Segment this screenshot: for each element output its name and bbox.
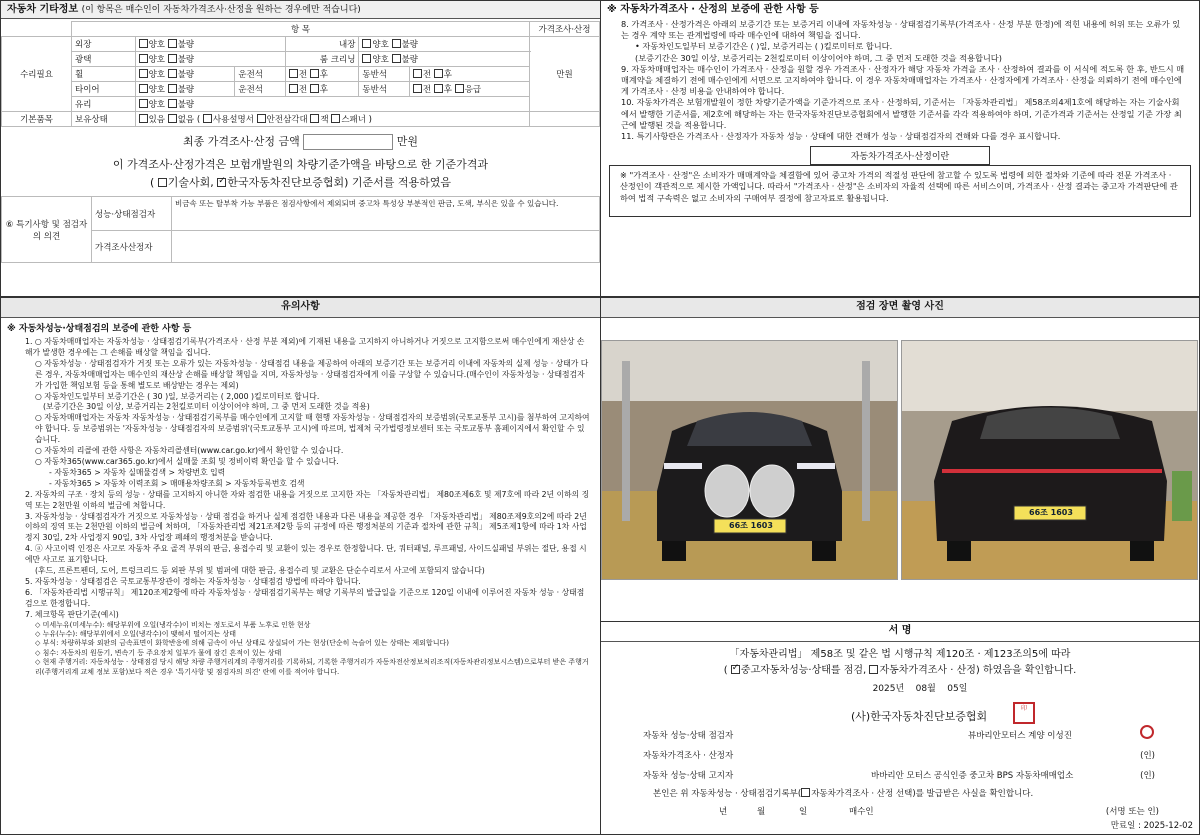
criteria-list xyxy=(25,621,590,677)
opt: 사용설명서 xyxy=(212,115,254,125)
opt: 잭 xyxy=(320,115,329,125)
col-item: 항 목 xyxy=(72,22,530,37)
checkbox[interactable] xyxy=(362,39,371,48)
other-info-title: 자동차 기타정보 xyxy=(7,4,79,15)
row-notifier xyxy=(643,769,1155,781)
checkbox[interactable] xyxy=(801,788,810,797)
checkbox[interactable] xyxy=(168,84,177,93)
checkbox[interactable] xyxy=(434,69,443,78)
row-label: 유리 xyxy=(72,97,136,112)
caution-item: 2. 자동차의 구조 · 장치 등의 성능 · 상태를 고지하지 아니한 자와 점검한 내용을 거짓으로 고지한 자는 「자동차관리법」 제80조제6호 및 제7호에 따라 2년 이하의 징역 또는 2천만원 이하의 벌금에 처합니다. xyxy=(25,489,590,510)
row-inspector xyxy=(643,729,1155,741)
opt: 양호 xyxy=(372,55,389,65)
opt: 전 xyxy=(422,85,432,95)
checkbox[interactable] xyxy=(434,84,443,93)
inspector-label: 성능·상태점검자 xyxy=(92,197,172,231)
caution-item: ○ 자동차365(www.car365.go.kr)에서 실매물 조회 및 정비이력 확인을 할 수 있습니다. xyxy=(35,456,339,466)
special-label: ⑥ 특기사항 및 점검자의 의견 xyxy=(2,197,92,263)
checkbox[interactable] xyxy=(139,39,148,48)
inspector-seal-icon xyxy=(1140,725,1154,739)
caution-item: ○ 자동차인도일부터 보증기간은 ( 30 )일, 보증거리는 ( 2,000 )킬로미터로 합니다. xyxy=(35,391,320,401)
row-label: 타이어 xyxy=(72,82,136,97)
note-item: 10. 자동차가격은 보험개발원이 정한 차량기준가액을 기준가격으로 조사 · 산정하되, 기준서는 「자동차관리법」 제58조의4제1호에 해당하는 자는 기술사회에서 발행한 기준서를, 제2호에 해당하는 자는 한국자동차진단보증협회에서 발행한 기준서를 각각 적용하여야 하며, 기준가격과 기준서는 산정일 기준 가장 최근에 발행된 것을 적용합니다. xyxy=(621,97,1182,130)
caution-item: - 자동차365 > 자동차 실매물검색 > 차량번호 입력 xyxy=(49,467,226,477)
caution-item: 7. 체크항목 판단기준(예시) xyxy=(25,609,119,619)
opt: 양호 xyxy=(148,70,165,80)
opt: 전 xyxy=(422,70,432,80)
row-label: 동반석 xyxy=(359,67,409,82)
opt: 불량 xyxy=(177,100,195,110)
checkbox[interactable] xyxy=(289,69,298,78)
opt: 양호 xyxy=(148,100,165,110)
other-info-header xyxy=(1,1,600,19)
final-price-label: 최종 가격조사·산정 금액 xyxy=(182,135,300,148)
checkbox[interactable] xyxy=(869,665,878,674)
price-definition-title: 자동차가격조사·산정이란 xyxy=(810,146,990,165)
opt: 자동차가격조사 · 산정) 하였음을 확인합니다. xyxy=(879,665,1077,676)
caution-item: (후드, 프론트펜더, 도어, 트렁크리드 등 외판 부위 및 범퍼에 대한 판금, 용접수리 및 교환은 단순수리로서 사고에 포함되지 않습니다) xyxy=(35,566,485,576)
caution-item: ○ 자동차매매업자는 자동차 자동차성능 · 상태점검기록부를 매수인에게 고지할 때 현행 자동차성능 · 상태점검자의 보증범위(국토교통부 고시)를 첨부하여 고지하여야 합니다. 등 보증범위는 '자동차성능 · 상태점검자의 보증범위'(국토교통부 고시)에 따르며, 법제처 국가법령정보센터 또는 국토교통부 홈페이지에서 확인할 수 있습니다. xyxy=(35,413,590,445)
checkbox[interactable] xyxy=(139,114,148,123)
association-seal-icon: 印 xyxy=(1013,702,1035,724)
checkbox[interactable] xyxy=(310,69,319,78)
caution-item: 1. ○ 자동차매매업자는 자동차성능 · 상태점검기록부(가격조사 · 산정 부분 제외)에 기재된 내용을 고지하지 아니하거나 거짓으로 고지함으로써 매수인에게 재산상 손해가 발생한 경우에는 그 손해를 배상할 책임을 집니다. xyxy=(25,337,585,357)
checkbox[interactable] xyxy=(168,114,177,123)
opt: 후 xyxy=(443,85,453,95)
repair-label: 수리필요 xyxy=(2,37,72,112)
criteria-item: ◇ 현재 주행거리: 자동차성능 · 상태점검 당시 해당 차량 주행거리계의 주행거리를 기록하되, 기록한 주행거리가 자동차전산정보처리조직(자동차관리정보시스템)으로부터 받은 주행거리(주행거리계 교체 정보 포함)보다 적은 경우 '특기사항 및 점검자의 의견' 란에 이를 적어야 합니다. xyxy=(35,658,589,676)
criteria-item: ◇ 미세누유(미세누수): 해당부위에 오일(냉각수)이 비치는 정도로서 부품 노후로 인한 현상 xyxy=(35,620,311,629)
price-definition-text: ※ "가격조사 · 산정"은 소비자가 매매계약을 체결함에 있어 중고차 가격의 적절성 판단에 참고할 수 있도록 법령에 의한 절차와 기준에 따라 전문 가격조사 · 산정인이 객관적으로 제시한 가액입니다. 따라서 "가격조사 · 산정"은 소비자의 자율적 선택에 따른 서비스이며, 가격조사 · 산정 결과는 중고자 가격판단에 관하여 법적 구속력은 없고 소비자의 구매여부 결정에 참고자료로 활용됩니다. xyxy=(609,165,1191,217)
caution-item: 3. 자동차성능 · 상태점검자가 거짓으로 자동차성능 · 상태 점검을 하거나 실제 점검한 내용과 다른 내용을 제공한 경우 「자동차관리법」 제80조제9호의2에 따라 2년 이하의 징역 또는 2천만원 이하의 벌금에 처하며, 「자동차관리법 제21조제2항 등의 규정에 따른 행정처분의 기준과 절차에 관한 규칙」 제5조제1항에 따라 1차 사업정지 30일, 2차 사업정지 90일, 3차 사업장 폐쇄의 행정처분을 받습니다. xyxy=(25,511,587,543)
row-label: 보유상태 xyxy=(72,112,136,127)
opt: 불량 xyxy=(177,70,195,80)
price-inspector-label: 자동차가격조사 · 산정자 xyxy=(643,751,734,761)
opt: 양호 xyxy=(148,40,165,50)
checkbox[interactable] xyxy=(139,84,148,93)
checkbox[interactable] xyxy=(413,69,422,78)
notifier-value: 바바리안 모터스 공식인증 중고차 BPS 자동차매매업소 xyxy=(871,771,1074,781)
caution-items xyxy=(1,337,600,677)
rear-plate-text: 66조 1603 xyxy=(1029,508,1073,517)
note-item: 11. 특기사항란은 가격조사 · 산정자가 자동차 성능 · 상태에 대한 견해가 성능 · 상태점검자의 견해와 다를 경우 표시합니다. xyxy=(621,131,1061,142)
checkbox[interactable] xyxy=(310,84,319,93)
expiry-date: 만료일 : 2025-12-02 xyxy=(1110,821,1193,831)
caution-item: ○ 자동차성능 · 상태점검자가 거짓 또는 오류가 있는 자동차성능 · 상태점검 내용을 제공하여 아래의 보증기간 또는 보증거리 이내에 자동차의 실제 성능 · 상태가 다른 경우, 자동차매매업자는 매수인의 재산상 손해를 배상할 책임을 지며, 자동차성능 · 상태점검자에게 이를 구상할 수 있습니다.(매수인이 자동차성능 · 상태점검자가 가입한 책임보험 등을 통해 별도로 배상받는 경우는 제외) xyxy=(35,358,589,390)
inspector-note: 비금속 또는 탈부착 가능 부품은 점검사항에서 제외되며 중고차 특성상 부분적인 판금, 도색, 부식은 있을 수 있습니다. xyxy=(172,197,600,231)
signature-date xyxy=(601,681,1199,694)
signature-line1: 「자동차관리법」 제58조 및 같은 법 시행규칙 제120조 · 제123조의5에 따라 xyxy=(729,649,1071,660)
checkbox[interactable] xyxy=(310,114,319,123)
criteria-item: ◇ 부식: 차량하부와 외판의 금속표면이 화학반응에 의해 금속이 아닌 상태로 상실되어 가는 현상(단순히 녹슬어 있는 상태는 제외합니다) xyxy=(35,639,449,648)
opt: 기술사회, xyxy=(167,176,214,189)
buyer-label: 매수인 xyxy=(849,807,874,817)
price-basis-line: 이 가격조사·산정가격은 보험개발원의 차량기준가액을 바탕으로 한 기준가격과 xyxy=(112,158,489,171)
buyer-sign: (서명 또는 인) xyxy=(1105,807,1159,817)
checkbox[interactable] xyxy=(289,84,298,93)
opt: 후 xyxy=(319,70,328,80)
checkbox-checked[interactable] xyxy=(217,178,226,187)
row-label: 운전석 xyxy=(235,67,285,82)
price-inspector-seal: (인) xyxy=(1140,751,1155,761)
opt: 응급 xyxy=(464,85,482,95)
opt: 양호 xyxy=(148,85,165,95)
checkbox[interactable] xyxy=(168,54,177,63)
opt: 중고자동차성능·상태를 점검, xyxy=(740,665,867,676)
row-price-inspector xyxy=(643,749,1155,761)
final-price-input[interactable] xyxy=(303,134,393,150)
checkbox[interactable] xyxy=(413,84,422,93)
price-basis-line2: ( 기술사회, ✓ 한국자동차진단보증협회) 기준서를 적용하였음 xyxy=(1,174,600,190)
checkbox[interactable] xyxy=(203,114,212,123)
checkbox[interactable] xyxy=(168,69,177,78)
notifier-label: 자동차 성능·상태 고지자 xyxy=(643,771,734,781)
other-info-subtitle: (이 항목은 매수인이 자동차가격조사·산정을 원하는 경우에만 적습니다) xyxy=(81,5,361,15)
price-inspector-label: 가격조사산정자 xyxy=(92,231,172,263)
opt: 안전삼각대 xyxy=(266,115,308,125)
row-label: 광택 xyxy=(72,52,136,67)
opt: 전 xyxy=(298,70,308,80)
receipt-text: 본인은 위 자동차성능 · 상태점검기록부( xyxy=(653,789,802,799)
caution-item: (보증기간은 30일 이상, 보증거리는 2천킬로미터 이상이어야 하며, 그 중 먼저 도래한 것을 적용) xyxy=(43,402,370,412)
photo-title: 점검 장면 촬영 사진 xyxy=(601,298,1199,318)
note-item: • 자동차인도일부터 보증기간은 ( )일, 보증거리는 ( )킬로미터로 합니다. xyxy=(635,41,893,52)
col-price: 가격조사·산정 xyxy=(530,22,600,37)
price-guarantee-panel xyxy=(600,0,1200,297)
row-label: 내장 xyxy=(285,37,359,52)
caution-item: ○ 자동차의 리콜에 관한 사항은 자동차리콜센터(www.car.go.kr)에서 확인할 수 있습니다. xyxy=(35,446,344,456)
row-label: 동반석 xyxy=(359,82,409,97)
caution-item: - 자동차365 > 자동차 이력조회 > 매매용차량조회 > 자동차등록번호 검색 xyxy=(49,478,305,488)
checkbox[interactable] xyxy=(158,178,167,187)
opt: 양호 xyxy=(148,55,165,65)
checkbox[interactable] xyxy=(331,114,340,123)
caution-item: 6. 「자동차관리법 시행규칙」 제120조제2항에 따라 자동차성능 · 상태점검기록부는 해당 기록부의 발급일을 기준으로 120일 이내에 이루어진 자동차 성능 · 상태점검으로 한정합니다. xyxy=(25,587,585,608)
association-name: (사)한국자동차진단보증협회 xyxy=(851,710,988,723)
checkbox[interactable] xyxy=(139,54,148,63)
price-guarantee-title: ※ 자동차가격조사 · 산정의 보증에 관한 사항 등 xyxy=(601,1,1199,19)
opt: 불량 xyxy=(401,40,418,50)
signature-line2: ( ✓중고자동차성능·상태를 점검, 자동차가격조사 · 산정) 하였음을 확인합니다. xyxy=(601,661,1199,676)
caution-panel xyxy=(0,297,601,835)
inspector-value: 뷰바리안모터스 계양 이성진 xyxy=(968,731,1072,741)
opt: 없음 xyxy=(177,115,195,125)
opt: 불량 xyxy=(177,40,195,50)
row-label: 운전석 xyxy=(235,82,285,97)
opt: 불량 xyxy=(401,55,418,65)
checkbox[interactable] xyxy=(168,39,177,48)
caution-title: 유의사항 xyxy=(1,298,600,318)
opt: 불량 xyxy=(177,85,195,95)
car-front-image xyxy=(602,341,898,580)
front-plate-text: 66조 1603 xyxy=(729,521,773,530)
row-buyer xyxy=(719,805,1159,817)
checkbox[interactable] xyxy=(392,54,401,63)
car-rear-image xyxy=(902,341,1198,580)
checkbox[interactable] xyxy=(168,99,177,108)
opt: 있음 xyxy=(148,115,165,125)
photo-panel xyxy=(600,297,1200,622)
criteria-item: ◇ 누유(누수): 해당부위에서 오일(냉각수)이 맺혀서 떨어지는 상태 xyxy=(35,629,237,638)
opt: 스패너 xyxy=(341,115,366,125)
other-info-table: 항 목 가격조사·산정 수리필요 외장 양호 불량 내장 양호 불량 만원 광택 양호 불량 룸 크리닝 양호 불량 휠 양호 불량 운전석 전 후 동반석 전 후 타이어 양호 불량 운전석 전 후 동반석 전 후 응급 유리 양호 불량 기본품목 보유상태 있음 없음 ( 사용설명서 안전삼각대 잭 스패너 ) xyxy=(1,21,600,127)
caution-item: 4. ⓐ 사고이력 인정은 사고로 자동차 주요 골격 부위의 판금, 용접수리 및 교환이 있는 경우로 한정합니다. 단, 쿼터패널, 루프패널, 사이드실패널 부위는 절단, 용접 시에만 사고로 표기합니다. xyxy=(25,544,587,565)
opt: 전 xyxy=(298,85,308,95)
checkbox[interactable] xyxy=(139,99,148,108)
opt: 한국자동차진단보증협회) 기준서를 적용하였음 xyxy=(227,176,452,189)
row-label: 외장 xyxy=(72,37,136,52)
date-year: 2025년 xyxy=(872,684,905,694)
checkbox[interactable] xyxy=(392,39,401,48)
note-item: 9. 자동차매매업자는 매수인이 가격조사 · 산정을 원할 경우 가격조사 · 산정자가 해당 자동차 가격을 조사 · 산정하여 결과를 이 서식에 적도록 한 후, 반드시 매매계약을 체결하기 전에 매수인에게 서면으로 고지하여야 합니다. 이 경우 자동차매매업자는 가격조사 · 산정자에게 가격조사 · 산정을 의뢰하기 전에 매수인에게 가격조사 · 산정 비용을 안내하여야 합니다. xyxy=(621,63,1185,97)
checkbox-checked[interactable] xyxy=(731,665,740,674)
final-price-row xyxy=(1,133,600,150)
date-day: 05일 xyxy=(947,684,968,694)
opt: 후 xyxy=(443,70,453,80)
criteria-item: ◇ 침수: 자동차의 원동기, 변속기 등 주요장치 일부가 물에 잠긴 흔적이 있는 상태 xyxy=(35,648,282,657)
signature-title: 서 명 xyxy=(601,622,1199,642)
checkbox[interactable] xyxy=(362,54,371,63)
date-month: 08월 xyxy=(915,684,936,694)
car-rear-photo xyxy=(901,340,1198,580)
receipt-text-2: 자동차가격조사 · 산정 선택)를 발급받은 사실을 확인합니다. xyxy=(811,789,1034,799)
checkbox[interactable] xyxy=(257,114,266,123)
row-label: 휠 xyxy=(72,67,136,82)
opt: 양호 xyxy=(372,40,389,50)
row-label: 룸 크리닝 xyxy=(285,52,359,67)
opt: 불량 xyxy=(177,55,195,65)
price-guarantee-items xyxy=(601,19,1199,142)
caution-item: 5. 자동차성능 · 상태점검은 국토교통부장관이 정하는 자동차성능 · 상태점검 방법에 따라야 합니다. xyxy=(25,576,361,586)
inspector-label: 자동차 성능·상태 점검자 xyxy=(643,731,734,741)
car-front-photo xyxy=(601,340,898,580)
basic-label: 기본품목 xyxy=(2,112,72,127)
buyer-day: 일 xyxy=(799,807,808,817)
note-item: 8. 가격조사 · 산정가격은 아래의 보증기간 또는 보증거리 이내에 자동차성능 · 상태점검기록부(가격조사 · 산정 부분 한정)에 적힌 내용에 허위 또는 오류가 있는 경우 계약 또는 관계법령에 따라 매수인에 대하여 책임을 집니다. xyxy=(621,19,1181,41)
other-info-panel xyxy=(0,0,601,297)
notifier-seal: (인) xyxy=(1140,771,1155,781)
row-receipt xyxy=(653,787,1033,799)
opt: 후 xyxy=(319,85,328,95)
buyer-year: 년 xyxy=(719,807,728,817)
checkbox[interactable] xyxy=(139,69,148,78)
note-item: (보증기간은 30일 이상, 보증거리는 2천킬로미터 이상이어야 하며, 그 중 먼저 도래한 것을 적용합니다) xyxy=(635,52,1002,63)
price-unit: 만원 xyxy=(530,37,600,112)
signature-panel xyxy=(600,621,1200,835)
caution-subtitle: ※ 자동차성능·상태점검의 보증에 관한 사항 등 xyxy=(7,324,192,334)
checkbox[interactable] xyxy=(455,84,464,93)
final-price-unit: 만원 xyxy=(396,135,418,148)
special-table xyxy=(1,196,600,263)
buyer-month: 월 xyxy=(757,807,766,817)
